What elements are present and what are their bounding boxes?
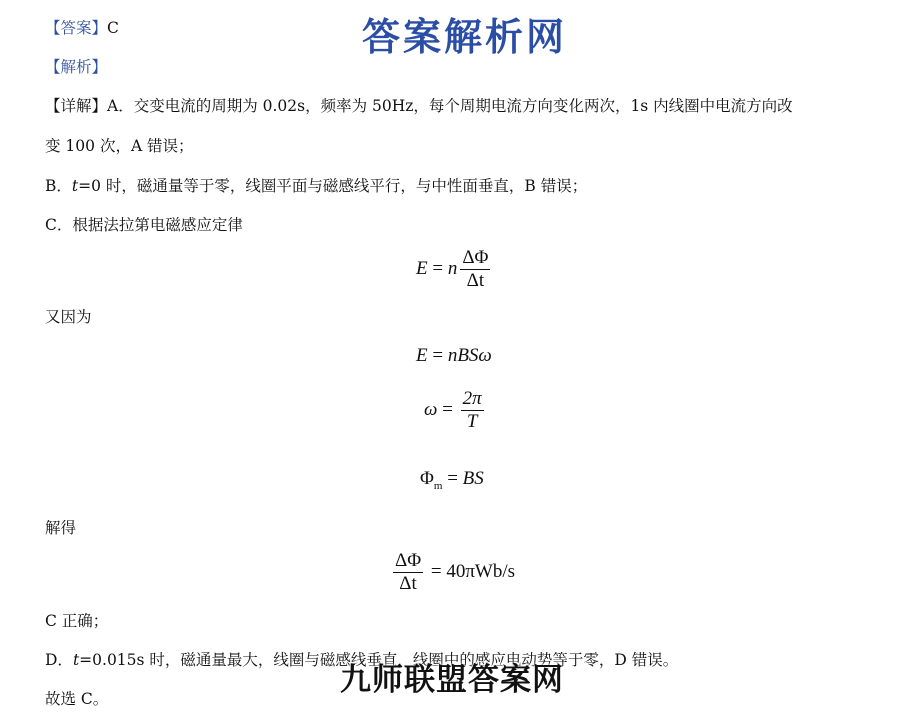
eq3-lhs: ω xyxy=(424,398,438,420)
option-a-line1 xyxy=(45,96,793,116)
equation-result xyxy=(390,550,515,595)
eq1-equals: = xyxy=(427,257,448,279)
option-d-prefix: D． xyxy=(45,651,73,669)
detail-tag: 【详解】 xyxy=(45,97,108,115)
option-b-text: =0 时，磁通量等于零，线圈平面与磁感线平行，与中性面垂直，B 错误； xyxy=(78,177,588,195)
equation-emf-max xyxy=(416,345,492,367)
eq2-equals: = xyxy=(427,345,448,366)
option-a-line2: 变 100 次，A 错误； xyxy=(45,137,194,155)
option-a-text1: A．交变电流的周期为 0.02s，频率为 50Hz，每个周期电流方向变化两次，1s 内线圈中电流方向改 xyxy=(107,97,793,115)
option-b-var: t xyxy=(71,177,79,195)
analysis-tag: 【解析】 xyxy=(45,58,108,76)
solve-line: 解得 xyxy=(45,519,77,537)
eq5-rhs: 40πWb/s xyxy=(446,560,516,582)
eq2-rhs: nBSω xyxy=(447,345,492,366)
eq1-denominator: Δt xyxy=(466,270,485,291)
eq5-numerator: ΔΦ xyxy=(395,550,422,571)
eq1-lhs: E xyxy=(416,257,428,279)
eq5-fraction xyxy=(393,550,423,595)
equation-omega xyxy=(424,388,487,433)
eq1-coef: n xyxy=(447,257,458,279)
option-b-line xyxy=(45,176,587,196)
answer-value: C xyxy=(107,19,119,37)
equation-flux-max xyxy=(420,468,484,492)
eq3-fraction xyxy=(461,388,484,433)
eq1-fraction xyxy=(460,247,490,292)
eq5-equals: = xyxy=(426,560,447,582)
eq3-numerator: 2π xyxy=(462,388,482,409)
answer-tag: 【答案】 xyxy=(45,19,108,37)
watermark-bottom: 九师联盟答案网 xyxy=(340,662,564,698)
equation-faraday xyxy=(416,247,493,292)
eq4-equals: = xyxy=(442,468,463,489)
eq3-denominator: T xyxy=(466,411,478,432)
eq1-numerator: ΔΦ xyxy=(462,247,489,268)
also-because-line: 又因为 xyxy=(45,308,92,326)
eq2-lhs: E xyxy=(416,345,428,366)
answer-line xyxy=(45,18,119,38)
option-d-var: t xyxy=(72,651,80,669)
eq4-rhs: BS xyxy=(462,468,484,489)
conclusion-line: 故选 C。 xyxy=(45,690,109,708)
option-c-line: C．根据法拉第电磁感应定律 xyxy=(45,216,243,234)
eq4-sub: m xyxy=(433,479,443,492)
eq5-denominator: Δt xyxy=(399,573,417,594)
option-b-prefix: B． xyxy=(45,177,72,195)
watermark-top: 答案解析网 xyxy=(362,15,568,59)
option-d-text: =0.015s 时，磁通量最大，线圈与磁感线垂直，线圈中的感应电动势等于零，D 错误。 xyxy=(79,651,679,669)
eq3-equals: = xyxy=(437,398,458,420)
eq4-lhs: Φ xyxy=(420,468,434,489)
c-correct-line: C 正确； xyxy=(45,612,109,630)
